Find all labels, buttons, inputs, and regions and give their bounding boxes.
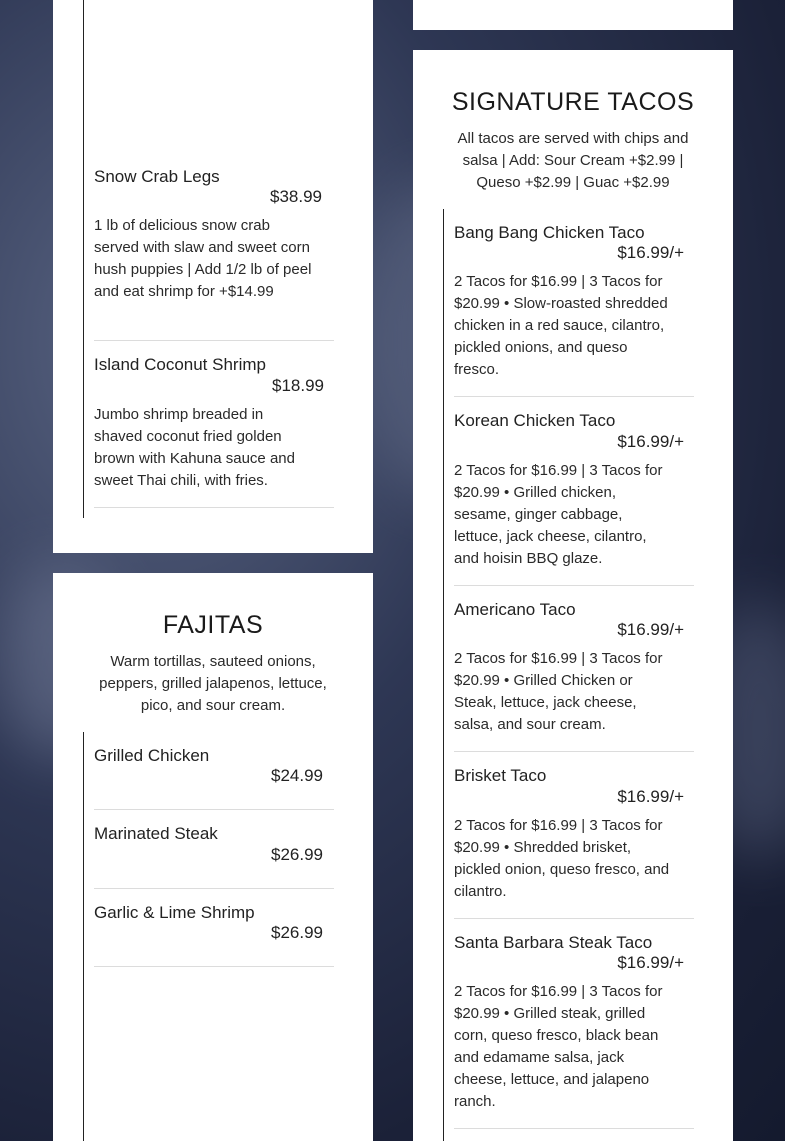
item-description: 2 Tacos for $16.99 | 3 Tacos for $20.99 • Grilled steak, grilled corn, queso fresco, black bean and edamame salsa, jack cheese, lettuce, and jalapeno ranch.: [454, 983, 663, 1110]
menu-item[interactable]: [454, 766, 694, 906]
item-name: Bang Bang Chicken Taco: [454, 223, 645, 242]
item-separator: [454, 918, 694, 919]
section-rule: [83, 0, 84, 518]
tacos-card: [413, 50, 733, 1141]
section-description: Warm tortillas, sauteed onions, peppers, grilled jalapenos, lettuce, pico, and sour cream.: [99, 653, 327, 714]
previous-section-card: [413, 0, 733, 30]
item-price: $16.99/+: [617, 787, 684, 806]
item-separator: [94, 809, 334, 810]
item-separator: [454, 396, 694, 397]
item-description: 2 Tacos for $16.99 | 3 Tacos for $20.99 • Shredded brisket, pickled onion, queso fresco, and cilantro.: [454, 817, 670, 900]
item-price: $18.99: [272, 376, 324, 395]
item-name: Brisket Taco: [454, 766, 547, 785]
menu-item[interactable]: [94, 903, 334, 953]
section-description: All tacos are served with chips and salsa | Add: Sour Cream +$2.99 | Queso +$2.99 | Guac +$2.99: [457, 130, 689, 191]
item-name: Grilled Chicken: [94, 746, 210, 765]
item-separator: [454, 1128, 694, 1129]
menu-item[interactable]: [94, 167, 334, 337]
menu-item[interactable]: [94, 824, 334, 874]
item-price: $26.99: [271, 923, 323, 942]
menu-item[interactable]: [454, 933, 694, 1123]
item-description: 2 Tacos for $16.99 | 3 Tacos for $20.99 • Slow-roasted shredded chicken in a red sauce, cilantro, pickled onions, and queso fresco.: [454, 273, 668, 378]
section-title: SIGNATURE TACOS: [451, 88, 695, 116]
item-price: $16.99/+: [617, 953, 684, 972]
item-price: $38.99: [270, 187, 322, 206]
item-separator: [454, 585, 694, 586]
item-separator: [94, 507, 334, 508]
section-title: FAJITAS: [162, 611, 264, 639]
item-name: Santa Barbara Steak Taco: [454, 933, 653, 952]
item-price: $16.99/+: [617, 620, 684, 639]
menu-item[interactable]: [94, 355, 334, 495]
item-separator: [94, 340, 334, 341]
item-separator: [94, 888, 334, 889]
item-name: Americano Taco: [454, 600, 576, 619]
section-rule: [83, 732, 84, 1141]
item-name: Island Coconut Shrimp: [94, 355, 266, 374]
menu-item[interactable]: [454, 600, 694, 740]
item-name: Snow Crab Legs: [94, 167, 220, 186]
item-name: Korean Chicken Taco: [454, 411, 616, 430]
menu-item[interactable]: [454, 411, 694, 571]
item-price: $26.99: [271, 845, 323, 864]
item-price: $24.99: [271, 766, 323, 785]
item-name: Garlic & Lime Shrimp: [94, 903, 255, 922]
item-name: Marinated Steak: [94, 824, 218, 843]
item-description: Jumbo shrimp breaded in shaved coconut fried golden brown with Kahuna sauce and sweet Thai chili, with fries.: [94, 406, 295, 489]
item-separator: [454, 751, 694, 752]
item-price: $16.99/+: [617, 243, 684, 262]
fajitas-card: [53, 573, 373, 1141]
menu-item[interactable]: [94, 746, 334, 796]
section-rule: [443, 209, 444, 1141]
item-description: 2 Tacos for $16.99 | 3 Tacos for $20.99 • Grilled chicken, sesame, ginger cabbage, lettuce, jack cheese, cilantro, and hoisin BBQ glaze.: [454, 462, 663, 567]
seafood-card: [53, 0, 373, 553]
item-description: 2 Tacos for $16.99 | 3 Tacos for $20.99 • Grilled Chicken or Steak, lettuce, jack cheese, salsa, and sour cream.: [454, 650, 663, 733]
menu-item[interactable]: [454, 223, 694, 383]
item-description: 1 lb of delicious snow crab served with slaw and sweet corn hush puppies | Add 1/2 lb of peel and eat shrimp for +$14.99: [94, 217, 312, 300]
item-separator: [94, 966, 334, 967]
item-price: $16.99/+: [617, 432, 684, 451]
